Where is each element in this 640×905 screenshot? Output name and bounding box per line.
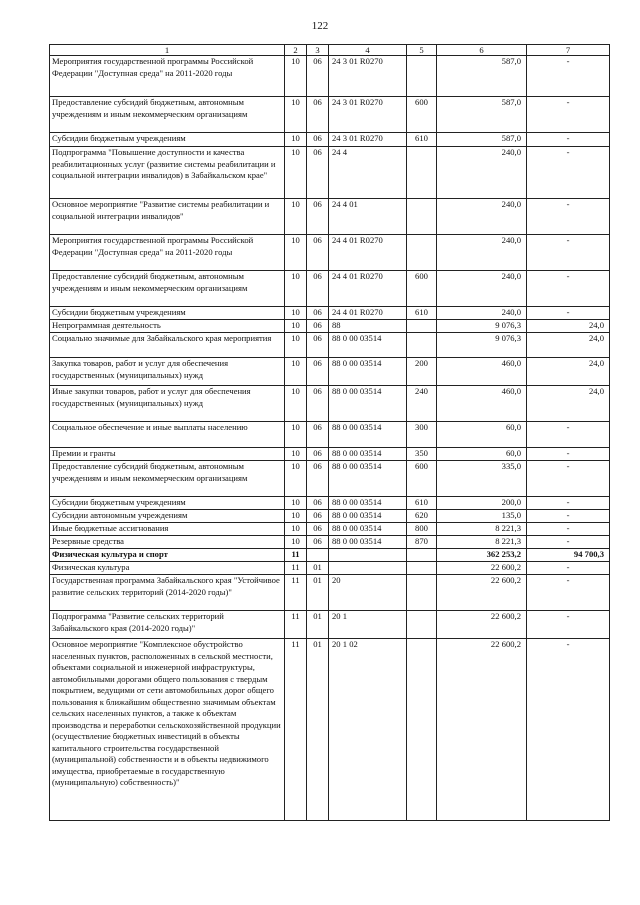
section-code-cell: 11 xyxy=(285,549,307,562)
amount-cell: 22 600,2 xyxy=(437,639,527,821)
section-code-cell: 10 xyxy=(285,461,307,497)
table-row xyxy=(50,56,610,97)
amount-cell: 135,0 xyxy=(437,510,527,523)
target-article-cell: 88 0 00 03514 xyxy=(329,523,407,536)
amount-cell: 22 600,2 xyxy=(437,575,527,611)
subsection-code-cell xyxy=(307,549,329,562)
table-row xyxy=(50,549,610,562)
target-article-cell: 20 xyxy=(329,575,407,611)
target-article-cell: 88 0 00 03514 xyxy=(329,422,407,448)
subsection-code-cell: 06 xyxy=(307,510,329,523)
table-row xyxy=(50,575,610,611)
amount-cell: 8 221,3 xyxy=(437,536,527,549)
row-name-cell: Мероприятия государственной программы Российской Федерации "Доступная среда" на 2011-2020 годы xyxy=(50,56,285,97)
row-name-cell: Субсидии бюджетным учреждениям xyxy=(50,133,285,147)
row-name-cell: Иные закупки товаров, работ и услуг для обеспечения государственных (муниципальных) нужд xyxy=(50,386,285,422)
table-row xyxy=(50,133,610,147)
target-article-cell: 88 0 00 03514 xyxy=(329,386,407,422)
row-name-cell: Предоставление субсидий бюджетным, автономным учреждениям и иным некоммерческим организациям xyxy=(50,97,285,133)
target-article-cell: 24 3 01 R0270 xyxy=(329,97,407,133)
expense-type-cell: 800 xyxy=(407,523,437,536)
amount-cell: 587,0 xyxy=(437,133,527,147)
column-header-3: 3 xyxy=(307,45,329,56)
amount-federal-cell: - xyxy=(527,611,610,639)
table-row xyxy=(50,422,610,448)
subsection-code-cell: 06 xyxy=(307,358,329,386)
row-name-cell: Предоставление субсидий бюджетным, автономным учреждениям и иным некоммерческим организациям xyxy=(50,461,285,497)
target-article-cell: 24 4 01 R0270 xyxy=(329,271,407,307)
expense-type-cell: 600 xyxy=(407,97,437,133)
amount-cell: 460,0 xyxy=(437,358,527,386)
target-article-cell: 88 0 00 03514 xyxy=(329,497,407,510)
row-name-cell: Физическая культура и спорт xyxy=(50,549,285,562)
row-name-cell: Мероприятия государственной программы Российской Федерации "Доступная среда" на 2011-2020 годы xyxy=(50,235,285,271)
amount-federal-cell: - xyxy=(527,562,610,575)
target-article-cell: 20 1 xyxy=(329,611,407,639)
expense-type-cell xyxy=(407,333,437,358)
subsection-code-cell: 06 xyxy=(307,56,329,97)
table-row xyxy=(50,562,610,575)
expense-type-cell: 620 xyxy=(407,510,437,523)
target-article-cell: 88 0 00 03514 xyxy=(329,510,407,523)
subsection-code-cell: 06 xyxy=(307,523,329,536)
column-header-7: 7 xyxy=(527,45,610,56)
subsection-code-cell: 01 xyxy=(307,639,329,821)
section-code-cell: 10 xyxy=(285,333,307,358)
amount-federal-cell: - xyxy=(527,497,610,510)
amount-cell: 22 600,2 xyxy=(437,611,527,639)
subsection-code-cell: 06 xyxy=(307,147,329,199)
target-article-cell: 24 4 01 R0270 xyxy=(329,307,407,320)
column-header-6: 6 xyxy=(437,45,527,56)
expense-type-cell: 200 xyxy=(407,358,437,386)
row-name-cell: Субсидии автономным учреждениям xyxy=(50,510,285,523)
table-row xyxy=(50,497,610,510)
section-code-cell: 11 xyxy=(285,562,307,575)
subsection-code-cell: 06 xyxy=(307,386,329,422)
amount-federal-cell: - xyxy=(527,133,610,147)
row-name-cell: Подпрограмма "Повышение доступности и качества реабилитационных услуг (развитие системы реабилитации и социальной интеграции инвалидов) в Забайкальском крае" xyxy=(50,147,285,199)
subsection-code-cell: 06 xyxy=(307,320,329,333)
amount-federal-cell: - xyxy=(527,523,610,536)
table-row xyxy=(50,536,610,549)
amount-cell: 60,0 xyxy=(437,448,527,461)
row-name-cell: Иные бюджетные ассигнования xyxy=(50,523,285,536)
amount-federal-cell: - xyxy=(527,575,610,611)
column-number-row xyxy=(50,45,610,56)
amount-federal-cell: - xyxy=(527,147,610,199)
expense-type-cell: 300 xyxy=(407,422,437,448)
amount-federal-cell: - xyxy=(527,271,610,307)
expense-type-cell: 610 xyxy=(407,497,437,510)
table-row xyxy=(50,271,610,307)
subsection-code-cell: 06 xyxy=(307,536,329,549)
amount-federal-cell: - xyxy=(527,97,610,133)
expense-type-cell: 870 xyxy=(407,536,437,549)
subsection-code-cell: 06 xyxy=(307,133,329,147)
row-name-cell: Основное мероприятие "Комплексное обустройство населенных пунктов, расположенных в сельской местности, объектами социальной и инженерной инфраструктуры, автомобильными дорогами общего пользования с твердым покрытием, ведущими от сети автомобильных дорог общего пользования к ближайшим общественно значимым объектам сельских населенных пунктов, а также к объектам производства и переработки сельскохозяйственной продукции (осуществление бюджетных инвестиций в объекты капитального строительства государственной (муниципальной) собственности и в объекты недвижимого имущества, приобретаемые в государственную (муниципальную) собственность)" xyxy=(50,639,285,821)
row-name-cell: Подпрограмма "Развитие сельских территорий Забайкальского края (2014-2020 годы)" xyxy=(50,611,285,639)
table-row xyxy=(50,461,610,497)
row-name-cell: Государственная программа Забайкальского края "Устойчивое развитие сельских территорий (2014-2020 годы)" xyxy=(50,575,285,611)
amount-cell: 60,0 xyxy=(437,422,527,448)
target-article-cell: 24 4 xyxy=(329,147,407,199)
amount-cell: 587,0 xyxy=(437,56,527,97)
target-article-cell: 24 4 01 R0270 xyxy=(329,235,407,271)
section-code-cell: 10 xyxy=(285,510,307,523)
table-row xyxy=(50,448,610,461)
section-code-cell: 10 xyxy=(285,56,307,97)
subsection-code-cell: 06 xyxy=(307,497,329,510)
subsection-code-cell: 01 xyxy=(307,611,329,639)
amount-cell: 8 221,3 xyxy=(437,523,527,536)
amount-cell: 335,0 xyxy=(437,461,527,497)
amount-federal-cell: - xyxy=(527,235,610,271)
target-article-cell: 88 0 00 03514 xyxy=(329,333,407,358)
row-name-cell: Основное мероприятие "Развитие системы реабилитации и социальной интеграции инвалидов" xyxy=(50,199,285,235)
row-name-cell: Резервные средства xyxy=(50,536,285,549)
target-article-cell: 88 0 00 03514 xyxy=(329,461,407,497)
table-row xyxy=(50,639,610,821)
target-article-cell: 88 0 00 03514 xyxy=(329,448,407,461)
expense-type-cell xyxy=(407,549,437,562)
table-row xyxy=(50,235,610,271)
row-name-cell: Субсидии бюджетным учреждениям xyxy=(50,307,285,320)
page-number: 122 xyxy=(311,20,329,32)
expense-type-cell: 600 xyxy=(407,461,437,497)
table-row xyxy=(50,358,610,386)
amount-cell: 460,0 xyxy=(437,386,527,422)
table-row xyxy=(50,523,610,536)
row-name-cell: Физическая культура xyxy=(50,562,285,575)
column-header-5: 5 xyxy=(407,45,437,56)
subsection-code-cell: 06 xyxy=(307,422,329,448)
amount-federal-cell: - xyxy=(527,199,610,235)
section-code-cell: 10 xyxy=(285,358,307,386)
subsection-code-cell: 06 xyxy=(307,461,329,497)
subsection-code-cell: 06 xyxy=(307,333,329,358)
row-name-cell: Предоставление субсидий бюджетным, автономным учреждениям и иным некоммерческим организациям xyxy=(50,271,285,307)
amount-cell: 240,0 xyxy=(437,271,527,307)
section-code-cell: 10 xyxy=(285,97,307,133)
row-name-cell: Закупка товаров, работ и услуг для обеспечения государственных (муниципальных) нужд xyxy=(50,358,285,386)
row-name-cell: Социальное обеспечение и иные выплаты населению xyxy=(50,422,285,448)
row-name-cell: Премии и гранты xyxy=(50,448,285,461)
column-header-1: 1 xyxy=(50,45,285,56)
budget-table xyxy=(49,44,610,821)
section-code-cell: 10 xyxy=(285,422,307,448)
amount-federal-cell: 24,0 xyxy=(527,320,610,333)
section-code-cell: 11 xyxy=(285,575,307,611)
amount-federal-cell: - xyxy=(527,307,610,320)
target-article-cell: 88 0 00 03514 xyxy=(329,536,407,549)
amount-federal-cell: - xyxy=(527,448,610,461)
table-row xyxy=(50,333,610,358)
target-article-cell: 20 1 02 xyxy=(329,639,407,821)
subsection-code-cell: 06 xyxy=(307,271,329,307)
table-row xyxy=(50,199,610,235)
section-code-cell: 10 xyxy=(285,497,307,510)
subsection-code-cell: 06 xyxy=(307,307,329,320)
amount-cell: 200,0 xyxy=(437,497,527,510)
section-code-cell: 10 xyxy=(285,133,307,147)
target-article-cell: 88 xyxy=(329,320,407,333)
target-article-cell: 88 0 00 03514 xyxy=(329,358,407,386)
subsection-code-cell: 06 xyxy=(307,97,329,133)
amount-federal-cell: - xyxy=(527,639,610,821)
section-code-cell: 10 xyxy=(285,448,307,461)
expense-type-cell: 240 xyxy=(407,386,437,422)
column-header-4: 4 xyxy=(329,45,407,56)
table-row xyxy=(50,97,610,133)
amount-cell: 240,0 xyxy=(437,235,527,271)
expense-type-cell xyxy=(407,56,437,97)
subsection-code-cell: 06 xyxy=(307,199,329,235)
expense-type-cell xyxy=(407,575,437,611)
section-code-cell: 10 xyxy=(285,235,307,271)
row-name-cell: Социально значимые для Забайкальского края мероприятия xyxy=(50,333,285,358)
subsection-code-cell: 06 xyxy=(307,235,329,271)
amount-cell: 240,0 xyxy=(437,147,527,199)
expense-type-cell xyxy=(407,562,437,575)
expense-type-cell xyxy=(407,639,437,821)
amount-cell: 22 600,2 xyxy=(437,562,527,575)
target-article-cell: 24 3 01 R0270 xyxy=(329,56,407,97)
section-code-cell: 10 xyxy=(285,536,307,549)
amount-cell: 362 253,2 xyxy=(437,549,527,562)
amount-federal-cell: - xyxy=(527,536,610,549)
amount-federal-cell: 24,0 xyxy=(527,333,610,358)
expense-type-cell: 350 xyxy=(407,448,437,461)
expense-type-cell xyxy=(407,235,437,271)
target-article-cell: 24 3 01 R0270 xyxy=(329,133,407,147)
target-article-cell xyxy=(329,562,407,575)
target-article-cell: 24 4 01 xyxy=(329,199,407,235)
section-code-cell: 11 xyxy=(285,639,307,821)
section-code-cell: 11 xyxy=(285,611,307,639)
target-article-cell xyxy=(329,549,407,562)
expense-type-cell: 610 xyxy=(407,307,437,320)
row-name-cell: Непрограммная деятельность xyxy=(50,320,285,333)
section-code-cell: 10 xyxy=(285,320,307,333)
amount-federal-cell: 24,0 xyxy=(527,358,610,386)
subsection-code-cell: 06 xyxy=(307,448,329,461)
expense-type-cell xyxy=(407,320,437,333)
amount-federal-cell: - xyxy=(527,422,610,448)
table-row xyxy=(50,307,610,320)
amount-federal-cell: - xyxy=(527,461,610,497)
amount-cell: 9 076,3 xyxy=(437,320,527,333)
expense-type-cell: 600 xyxy=(407,271,437,307)
subsection-code-cell: 01 xyxy=(307,562,329,575)
amount-federal-cell: 24,0 xyxy=(527,386,610,422)
expense-type-cell xyxy=(407,147,437,199)
expense-type-cell xyxy=(407,611,437,639)
amount-cell: 240,0 xyxy=(437,307,527,320)
column-header-2: 2 xyxy=(285,45,307,56)
section-code-cell: 10 xyxy=(285,386,307,422)
amount-federal-cell: 94 700,3 xyxy=(527,549,610,562)
subsection-code-cell: 01 xyxy=(307,575,329,611)
amount-cell: 9 076,3 xyxy=(437,333,527,358)
table-row xyxy=(50,510,610,523)
amount-federal-cell: - xyxy=(527,56,610,97)
expense-type-cell: 610 xyxy=(407,133,437,147)
amount-cell: 587,0 xyxy=(437,97,527,133)
section-code-cell: 10 xyxy=(285,523,307,536)
table-row xyxy=(50,386,610,422)
section-code-cell: 10 xyxy=(285,271,307,307)
table-row xyxy=(50,147,610,199)
table-row xyxy=(50,320,610,333)
amount-federal-cell: - xyxy=(527,510,610,523)
section-code-cell: 10 xyxy=(285,307,307,320)
expense-type-cell xyxy=(407,199,437,235)
table-body xyxy=(50,56,610,821)
table-row xyxy=(50,611,610,639)
row-name-cell: Субсидии бюджетным учреждениям xyxy=(50,497,285,510)
section-code-cell: 10 xyxy=(285,147,307,199)
amount-cell: 240,0 xyxy=(437,199,527,235)
section-code-cell: 10 xyxy=(285,199,307,235)
